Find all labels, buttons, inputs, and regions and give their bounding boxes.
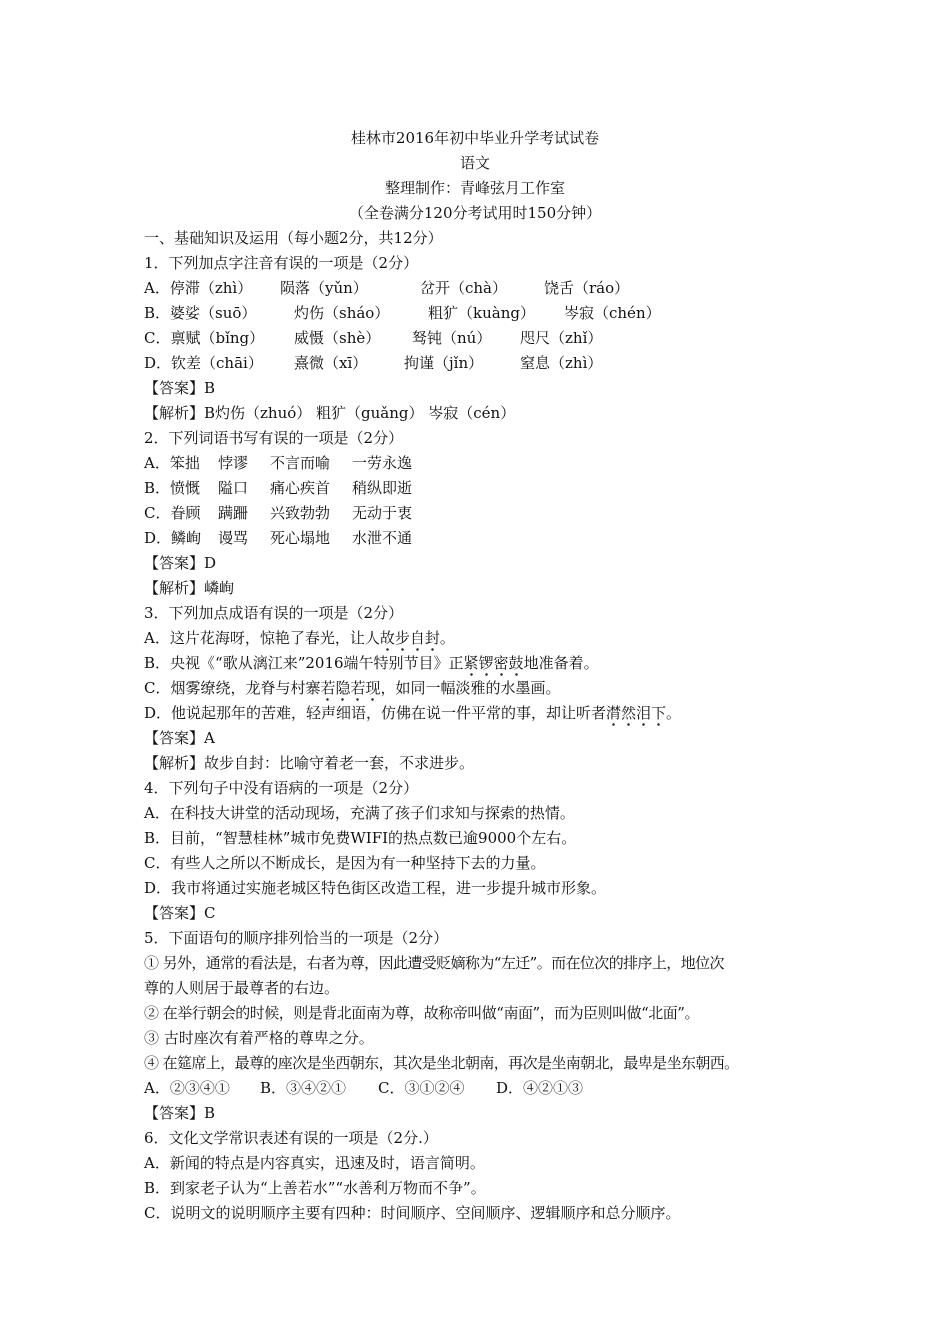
q2-d-item: D．鳞峋 bbox=[144, 529, 202, 547]
q3-option-c bbox=[144, 678, 824, 698]
q2-c-item: 无动于衷 bbox=[352, 504, 413, 522]
q1-c-item: 咫尺（zhǐ） bbox=[520, 329, 603, 347]
q2-a-item: 不言而喻 bbox=[270, 454, 331, 472]
q5-answer: 【答案】B bbox=[144, 1104, 216, 1122]
q5-sentence-1-cont: 尊的人则居于最尊者的右边。 bbox=[144, 979, 340, 997]
editor-line: 整理制作：青峰弦月工作室 bbox=[384, 179, 565, 197]
q3-option-a bbox=[144, 628, 824, 648]
q1-c-item: 威慑（shè） bbox=[294, 329, 381, 347]
q5-option: A．②③④① bbox=[144, 1079, 230, 1097]
q4-option-b: B．目前，“智慧桂林”城市免费WIFI的热点数已逾9000个左右。 bbox=[144, 829, 577, 847]
exam-info: （全卷满分120分考试用时150分钟） bbox=[348, 204, 602, 222]
q2-a-item: 一劳永逸 bbox=[352, 454, 413, 472]
q5-sentence-4: ④ 在筵席上，最尊的座次是坐西朝东，其次是坐北朝南，再次是坐南朝北，最卑是坐东朝西。 bbox=[144, 1054, 739, 1072]
subject-title: 语文 bbox=[459, 154, 490, 172]
q2-b-item: 隘口 bbox=[218, 479, 249, 497]
q2-stem: 2．下列词语书写有误的一项是（2分） bbox=[144, 429, 404, 447]
q2-a-item: A．笨拙 bbox=[144, 454, 200, 472]
q1-analysis: 【解析】B灼伤（zhuó） 粗犷（guǎng） 岑寂（cén） bbox=[144, 404, 516, 422]
q1-d-item: D．钦差（chāi） bbox=[144, 354, 263, 372]
q3-d-dotted-idiom: 潸然泪下 bbox=[606, 704, 667, 722]
q5-option: D．④②①③ bbox=[496, 1079, 584, 1097]
q5-option: B．③④②① bbox=[260, 1079, 347, 1097]
q1-answer: 【答案】B bbox=[144, 379, 216, 397]
q1-b-item: 灼伤（sháo） bbox=[294, 304, 390, 322]
q2-d-item: 谩骂 bbox=[218, 529, 249, 547]
q2-c-item: 蹒跚 bbox=[218, 504, 249, 522]
q1-d-item: 熹微（xī） bbox=[294, 354, 368, 372]
q1-a-item: 陨落（yǔn） bbox=[280, 279, 368, 297]
section-heading: 一、基础知识及运用（每小题2分，共12分） bbox=[144, 229, 443, 247]
q3-answer: 【答案】A bbox=[144, 729, 215, 747]
q6-option-c: C．说明文的说明顺序主要有四种：时间顺序、空间顺序、逻辑顺序和总分顺序。 bbox=[144, 1204, 681, 1222]
q5-sentence-3: ③ 古时座次有着严格的尊卑之分。 bbox=[144, 1029, 374, 1047]
q1-a-item: A．停滞（zhì） bbox=[144, 279, 253, 297]
q5-option: C．③①②④ bbox=[378, 1079, 465, 1097]
q6-option-a: A．新闻的特点是内容真实，迅速及时，语言简明。 bbox=[144, 1154, 485, 1172]
q6-option-b: B．到家老子认为“上善若水”“水善利万物而不争”。 bbox=[144, 1179, 486, 1197]
q1-b-item: B．婆娑（suō） bbox=[144, 304, 257, 322]
q3-analysis: 【解析】故步自封：比喻守着老一套，不求进步。 bbox=[144, 754, 475, 772]
q1-d-item: 窒息（zhì） bbox=[520, 354, 603, 372]
q2-b-item: 痛心疾首 bbox=[270, 479, 331, 497]
q1-a-item: 饶舌（ráo） bbox=[544, 279, 630, 297]
q4-option-c: C．有些人之所以不断成长，是因为有一种坚持下去的力量。 bbox=[144, 854, 546, 872]
q2-d-item: 死心塌地 bbox=[270, 529, 331, 547]
q2-answer: 【答案】D bbox=[144, 554, 217, 572]
q6-stem: 6．文化文学常识表述有误的一项是（2分.） bbox=[144, 1129, 438, 1147]
q3-d-text: D．他说起那年的苦难，轻声细语，仿佛在说一件平常的事，却让听者 bbox=[144, 704, 607, 722]
q3-option-b bbox=[144, 653, 824, 673]
q3-option-d bbox=[144, 703, 824, 723]
q5-sentence-1: ① 另外，通常的看法是，右者为尊，因此遭受贬嫡称为“左迁”。而在位次的排序上，地位次 bbox=[144, 954, 724, 972]
q3-d-text-end: 。 bbox=[666, 704, 682, 722]
q3-b-dotted-idiom: 紧锣密鼓 bbox=[463, 654, 524, 672]
q1-a-item: 岔开（chà） bbox=[420, 279, 508, 297]
q4-stem: 4．下列句子中没有语病的一项是（2分） bbox=[144, 779, 419, 797]
q3-b-text-end: 地准备着。 bbox=[523, 654, 599, 672]
q3-c-dotted-idiom: 若隐若现 bbox=[320, 679, 381, 697]
q4-option-a: A．在科技大讲堂的活动现场，充满了孩子们求知与探索的热情。 bbox=[144, 804, 575, 822]
exam-title: 桂林市2016年初中毕业升学考试试卷 bbox=[350, 129, 600, 147]
q2-analysis: 【解析】嶙峋 bbox=[144, 579, 235, 597]
q2-a-item: 悖谬 bbox=[218, 454, 249, 472]
q1-c-item: C．禀赋（bǐng） bbox=[144, 329, 265, 347]
q3-c-text-end: ，如同一幅淡雅的水墨画。 bbox=[380, 679, 561, 697]
q2-b-item: 稍纵即逝 bbox=[352, 479, 413, 497]
q2-c-item: 兴致勃勃 bbox=[270, 504, 331, 522]
q3-stem: 3．下列加点成语有误的一项是（2分） bbox=[144, 604, 404, 622]
q5-stem: 5．下面语句的顺序排列恰当的一项是（2分） bbox=[144, 929, 449, 947]
q1-stem: 1．下列加点字注音有误的一项是（2分） bbox=[144, 254, 419, 272]
q3-c-text: C．烟雾缭绕，龙脊与村寨 bbox=[144, 679, 321, 697]
q1-d-item: 拘谨（jǐn） bbox=[404, 354, 484, 372]
q1-b-item: 粗犷（kuàng） bbox=[428, 304, 535, 322]
q3-a-text: A．这片花海呀，惊艳了春光，让人 bbox=[144, 629, 380, 647]
q2-c-item: C．眷顾 bbox=[144, 504, 201, 522]
q2-b-item: B．愤慨 bbox=[144, 479, 201, 497]
q4-answer: 【答案】C bbox=[144, 904, 216, 922]
q1-b-item: 岑寂（chén） bbox=[564, 304, 661, 322]
q4-option-d: D．我市将通过实施老城区特色街区改造工程，进一步提升城市形象。 bbox=[144, 879, 607, 897]
q3-b-text: B．央视《“歌从漓江来”2016端午特别节目》正 bbox=[144, 654, 464, 672]
q2-d-item: 水泄不通 bbox=[352, 529, 413, 547]
q3-a-dotted-idiom: 故步自封 bbox=[379, 629, 440, 647]
q3-a-text-end: 。 bbox=[439, 629, 455, 647]
q1-c-item: 驽钝（nú） bbox=[412, 329, 492, 347]
q5-sentence-2: ② 在举行朝会的时候，则是背北面南为尊，故称帝叫做“南面”，而为臣则叫做“北面”。 bbox=[144, 1004, 699, 1022]
